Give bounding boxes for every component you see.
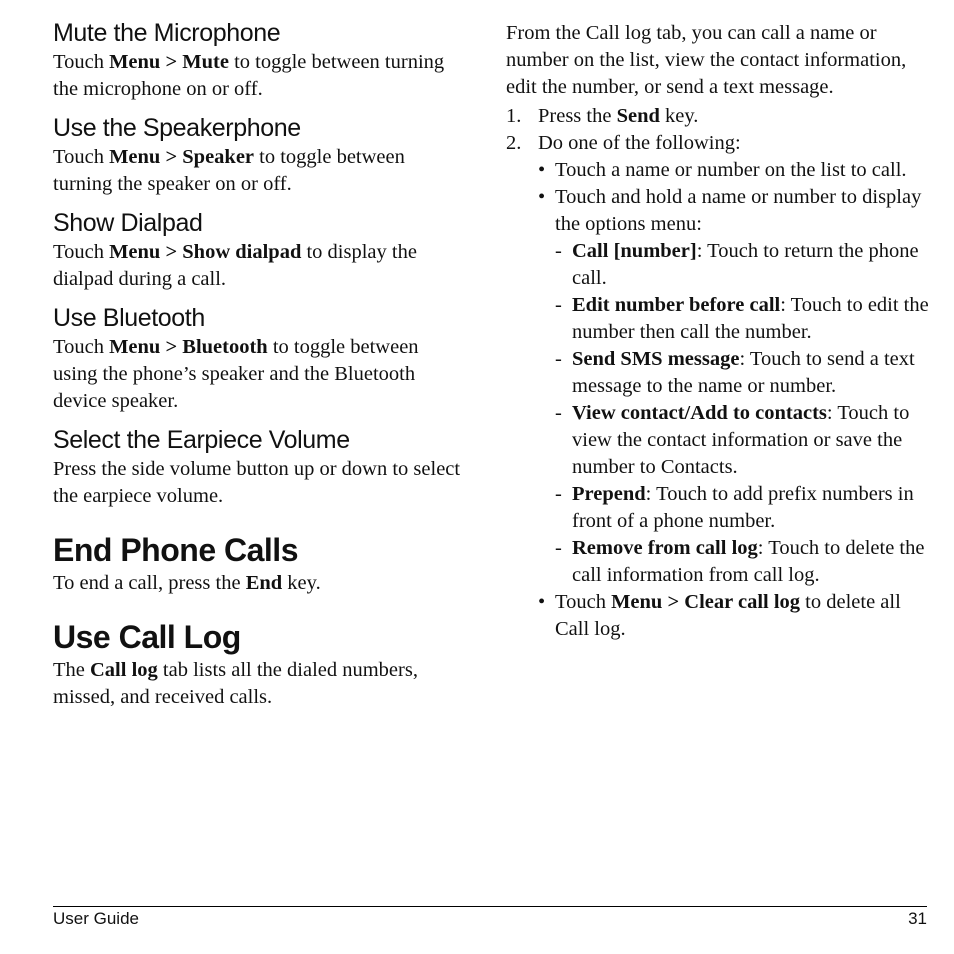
heading-end-phone-calls: End Phone Calls xyxy=(53,532,298,568)
option-edit-number: - Edit number before call: Touch to edit the number then call the number. xyxy=(555,294,929,343)
section-mute-microphone xyxy=(53,18,463,103)
show-dialpad-keyword: Show dialpad xyxy=(182,241,302,263)
send-keyword: Send xyxy=(616,105,660,127)
call-log-keyword: Call log xyxy=(90,659,158,681)
heading-use-call-log: Use Call Log xyxy=(53,619,241,655)
step-1: 1. Press the Send key. xyxy=(506,105,699,127)
option-send-sms: - Send SMS message: Touch to send a text message to the name or number. xyxy=(555,348,915,397)
options-list xyxy=(506,238,936,589)
speaker-keyword: Speaker xyxy=(182,146,255,168)
section-use-call-log xyxy=(53,618,463,711)
section-show-dialpad xyxy=(53,208,463,293)
mute-keyword: Mute xyxy=(182,51,229,73)
heading-show-dialpad: Show Dialpad xyxy=(53,209,203,237)
option-call-number: - Call [number]: Touch to return the phone call. xyxy=(555,240,919,289)
bullet-clear-call-log: • Touch Menu > Clear call log to delete all Call log. xyxy=(538,591,901,640)
clear-call-log-keyword: Clear call log xyxy=(684,591,801,613)
option-view-contact: - View contact/Add to contacts: Touch to view the contact information or save the number to Contacts. xyxy=(555,402,910,478)
menu-keyword: Menu xyxy=(109,51,161,73)
bullet-touch-hold: • Touch and hold a name or number to display the options menu: xyxy=(538,186,922,235)
option-remove-from-log: - Remove from call log: Touch to delete the call information from call log. xyxy=(555,537,925,586)
bullet-list xyxy=(506,157,936,238)
page-footer xyxy=(53,906,927,931)
earpiece-instructions: Press the side volume button up or down to select the earpiece volume. xyxy=(53,458,461,507)
call-log-intro: From the Call log tab, you can call a name or number on the list, view the contact information, edit the number, or send a text message. xyxy=(506,22,907,98)
footer-title: User Guide xyxy=(53,909,139,928)
section-earpiece-volume xyxy=(53,425,463,510)
speaker-instructions: Touch Menu > Speaker to toggle between turning the speaker on or off. xyxy=(53,146,405,195)
dialpad-instructions: Touch Menu > Show dialpad to display the dialpad during a call. xyxy=(53,241,417,290)
steps-list xyxy=(506,103,936,157)
bluetooth-instructions: Touch Menu > Bluetooth to toggle between using the phone’s speaker and the Bluetooth device speaker. xyxy=(53,336,419,412)
left-column xyxy=(53,18,463,711)
bluetooth-keyword: Bluetooth xyxy=(182,336,268,358)
mute-instructions: Touch Menu > Mute to toggle between turning the microphone on or off. xyxy=(53,51,445,100)
bullet-list-2 xyxy=(506,589,936,643)
section-speakerphone xyxy=(53,113,463,198)
call-log-description: The Call log tab lists all the dialed numbers, missed, and received calls. xyxy=(53,659,418,708)
step-2: 2. Do one of the following: xyxy=(506,132,741,154)
heading-use-bluetooth: Use Bluetooth xyxy=(53,304,205,332)
heading-speakerphone: Use the Speakerphone xyxy=(53,114,301,142)
section-end-phone-calls xyxy=(53,531,463,597)
bullet-touch-name: • Touch a name or number on the list to call. xyxy=(538,159,907,181)
end-keyword: End xyxy=(245,572,283,594)
option-prepend: - Prepend: Touch to add prefix numbers in front of a phone number. xyxy=(555,483,914,532)
heading-earpiece-volume: Select the Earpiece Volume xyxy=(53,426,350,454)
end-call-instructions: To end a call, press the End key. xyxy=(53,572,321,594)
heading-mute-microphone: Mute the Microphone xyxy=(53,19,281,47)
section-use-bluetooth xyxy=(53,303,463,415)
right-column xyxy=(506,20,936,643)
page-number: 31 xyxy=(908,909,927,928)
